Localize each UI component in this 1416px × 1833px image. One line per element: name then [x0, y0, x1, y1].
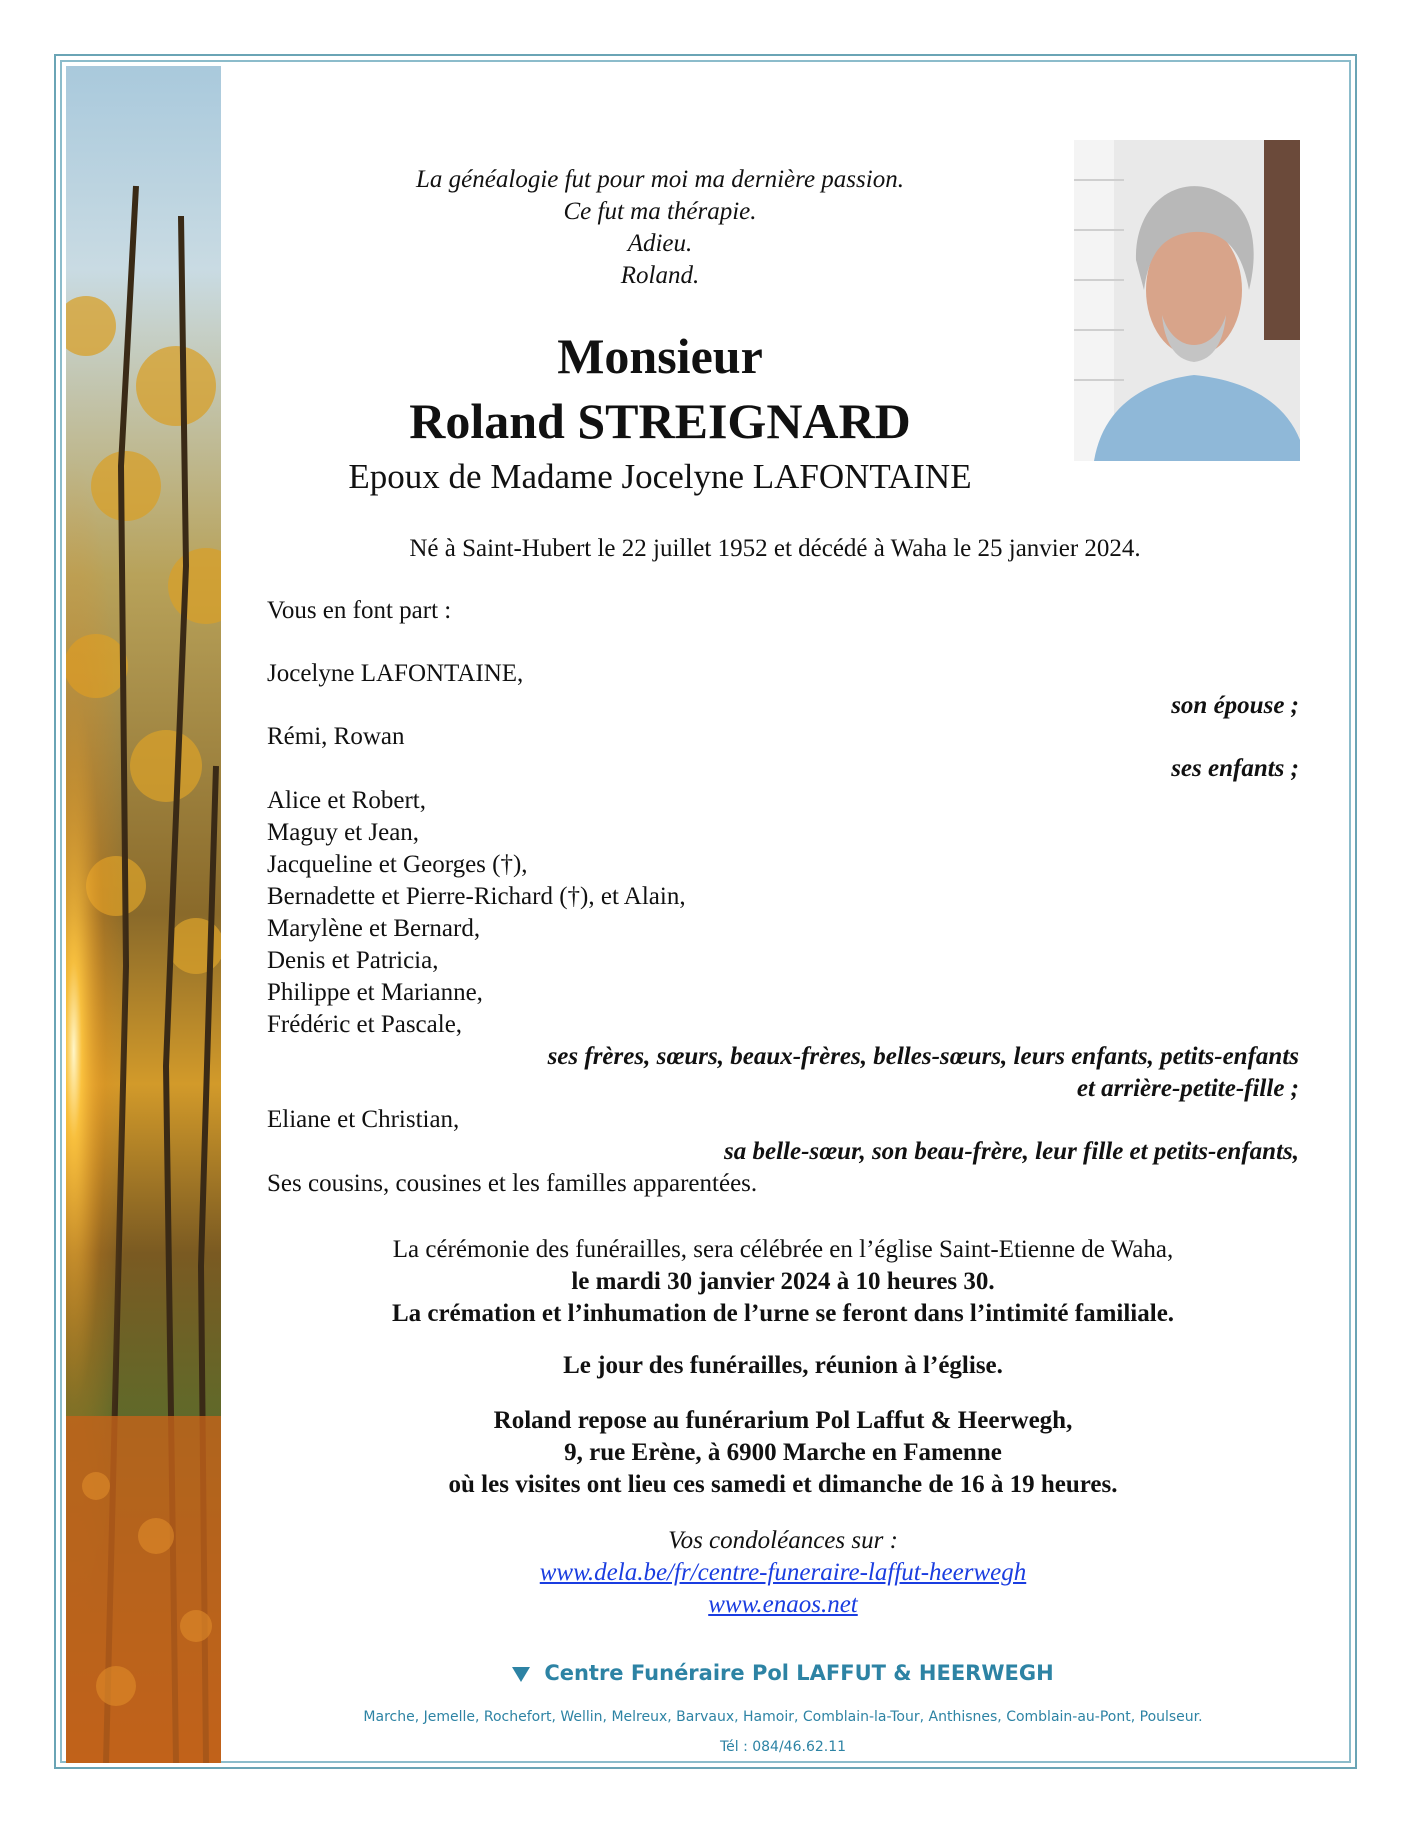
sibling-line: Alice et Robert, [267, 787, 426, 814]
quote-line: La généalogie fut pour moi ma dernière passion. [416, 166, 904, 193]
spouse-line: Epoux de Madame Jocelyne LAFONTAINE [348, 457, 972, 496]
sibling-line: Frédéric et Pascale, [267, 1011, 463, 1038]
spouse-role: son épouse ; [1171, 692, 1299, 719]
funeral-home-phone: Tél : 084/46.62.11 [719, 1739, 847, 1755]
honorific-title: Monsieur [557, 328, 763, 384]
visiting-hours: où les visites ont lieu ces samedi et dimanche de 16 à 19 heures. [448, 1471, 1118, 1498]
sibling-line: Marylène et Bernard, [267, 915, 481, 942]
condolences-link-enaos[interactable]: www.enaos.net [708, 1591, 858, 1618]
inlaws-names: Eliane et Christian, [267, 1106, 460, 1133]
deceased-name: Roland STREIGNARD [409, 393, 911, 449]
cremation-note: La crémation et l’inhumation de l’urne se feront dans l’intimité familiale. [391, 1300, 1175, 1327]
siblings-role-cont: et arrière-petite-fille ; [1076, 1075, 1299, 1102]
condolences-link-dela[interactable]: www.dela.be/fr/centre-funeraire-laffut-heerwegh [539, 1559, 1027, 1586]
triangle-down-icon [512, 1667, 530, 1682]
ceremony-location: La cérémonie des funérailles, sera célébrée en l’église Saint-Etienne de Waha, [392, 1236, 1174, 1263]
funerarium-address: 9, rue Erène, à 6900 Marche en Famenne [564, 1439, 1002, 1466]
sibling-line: Philippe et Marianne, [267, 979, 483, 1006]
children-role: ses enfants ; [1171, 755, 1299, 782]
funeral-home-name [267, 1661, 1299, 1685]
sibling-line: Denis et Patricia, [267, 947, 439, 974]
quote-line: Adieu. [627, 230, 693, 257]
other-relatives: Ses cousins, cousines et les familles apparentées. [267, 1170, 758, 1197]
funerarium-line: Roland repose au funérarium Pol Laffut & Heerwegh, [493, 1407, 1073, 1434]
inlaws-role: sa belle-sœur, son beau-frère, leur fille et petits-enfants, [724, 1138, 1299, 1165]
funeral-home-label: Centre Funéraire Pol LAFFUT & HEERWEGH [544, 1661, 1054, 1685]
funeral-home-towns: Marche, Jemelle, Rochefort, Wellin, Melreux, Barvaux, Hamoir, Comblain-la-Tour, Anthisnes, Comblain-au-Pont, Poulseur. [363, 1709, 1203, 1725]
quote-line: Roland. [620, 262, 700, 289]
portrait-photo [1074, 140, 1300, 461]
ceremony-date: le mardi 30 janvier 2024 à 10 heures 30. [571, 1268, 995, 1295]
children-names: Rémi, Rowan [267, 723, 405, 750]
siblings-role: ses frères, sœurs, beaux-frères, belles-sœurs, leurs enfants, petits-enfants [547, 1043, 1299, 1070]
sibling-line: Bernadette et Pierre-Richard (†), et Alain, [267, 883, 686, 910]
sibling-line: Jacqueline et Georges (†), [267, 851, 528, 878]
condolences-label: Vos condoléances sur : [668, 1527, 898, 1554]
epitaph-quote [330, 164, 990, 292]
family-intro: Vous en font part : [267, 597, 452, 624]
birth-death-line: Né à Saint-Hubert le 22 juillet 1952 et décédé à Waha le 25 janvier 2024. [409, 535, 1141, 562]
gathering-note: Le jour des funérailles, réunion à l’église. [563, 1352, 1003, 1379]
autumn-forest-image [66, 66, 221, 1763]
spouse-name: Jocelyne LAFONTAINE, [267, 660, 524, 687]
quote-line: Ce fut ma thérapie. [563, 198, 757, 225]
sibling-line: Maguy et Jean, [267, 819, 420, 846]
